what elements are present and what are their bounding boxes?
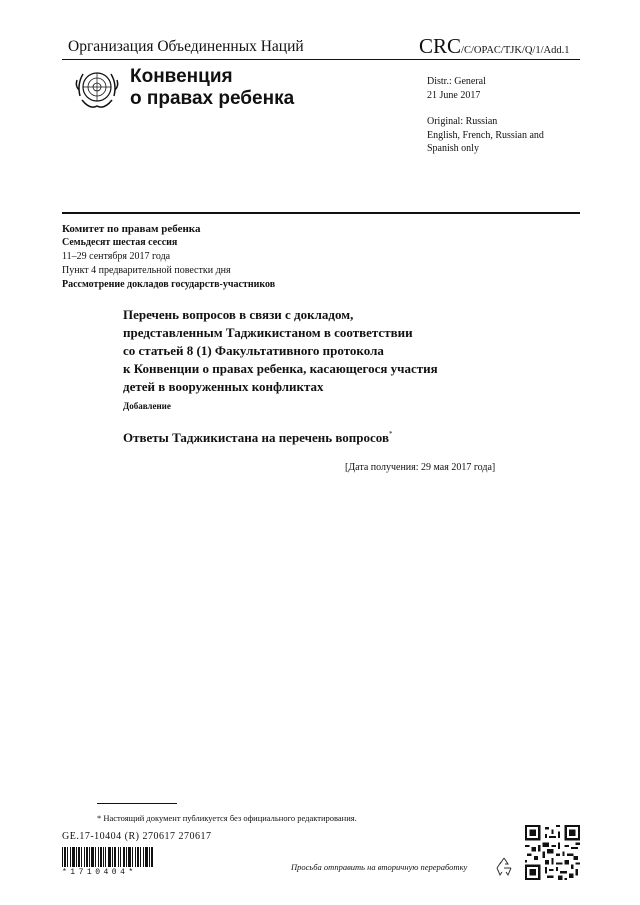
reply-title-text: Ответы Таджикистана на перечень вопросов bbox=[123, 430, 389, 445]
agenda-line: Пункт 4 предварительной повестки дня bbox=[62, 265, 231, 276]
dates-line: 11–29 сентября 2017 года bbox=[62, 251, 171, 262]
barcode-number: *1710404* bbox=[62, 868, 137, 877]
languages-line1: English, French, Russian and bbox=[427, 129, 544, 141]
convention-title bbox=[130, 66, 294, 110]
languages-line2: Spanish only bbox=[427, 143, 479, 154]
addendum-label: Добавление bbox=[123, 401, 171, 411]
recycle-note: Просьба отправить на вторичную переработку bbox=[291, 862, 468, 872]
qr-code-icon bbox=[525, 825, 580, 880]
document-number: GE.17-10404 (R) 270617 270617 bbox=[62, 831, 212, 842]
title-line: к Конвенции о правах ребенка, касающегося участия bbox=[123, 361, 438, 376]
committee-name: Комитет по правам ребенка bbox=[62, 223, 201, 235]
barcode-icon bbox=[62, 847, 154, 867]
footnote-marker: * bbox=[388, 430, 393, 438]
recycle-icon bbox=[494, 856, 514, 878]
session-line: Семьдесят шестая сессия bbox=[62, 237, 178, 248]
symbol-main: CRC bbox=[419, 34, 462, 58]
footnote: * Настоящий документ публикуется без официального редактирования. bbox=[97, 813, 357, 823]
original-line: Original: Russian bbox=[427, 116, 498, 127]
organization-name: Организация Объединенных Наций bbox=[68, 38, 304, 55]
convention-title-line2: о правах ребенка bbox=[130, 88, 295, 109]
title-line: детей в вооруженных конфликтах bbox=[123, 379, 324, 394]
title-line: Перечень вопросов в связи с докладом, bbox=[123, 307, 354, 322]
topic-line: Рассмотрение докладов государств-участников bbox=[62, 279, 276, 290]
symbol-rest: /C/OPAC/TJK/Q/1/Add.1 bbox=[461, 45, 570, 56]
document-symbol bbox=[419, 34, 569, 59]
un-emblem-icon bbox=[74, 66, 120, 112]
committee-block bbox=[62, 222, 275, 292]
received-date: [Дата получения: 29 мая 2017 года] bbox=[345, 462, 496, 473]
header-rule bbox=[62, 59, 580, 60]
section-rule bbox=[62, 212, 580, 214]
distr-line: Distr.: General bbox=[427, 76, 486, 87]
document-title bbox=[123, 306, 523, 396]
footnote-rule bbox=[97, 803, 177, 804]
distribution-block bbox=[427, 75, 544, 156]
date-line: 21 June 2017 bbox=[427, 89, 481, 101]
convention-title-line1: Конвенция bbox=[130, 66, 233, 87]
reply-title bbox=[123, 430, 392, 446]
title-line: со статьей 8 (1) Факультативного протокола bbox=[123, 343, 384, 358]
title-line: представленным Таджикистаном в соответствии bbox=[123, 325, 413, 340]
